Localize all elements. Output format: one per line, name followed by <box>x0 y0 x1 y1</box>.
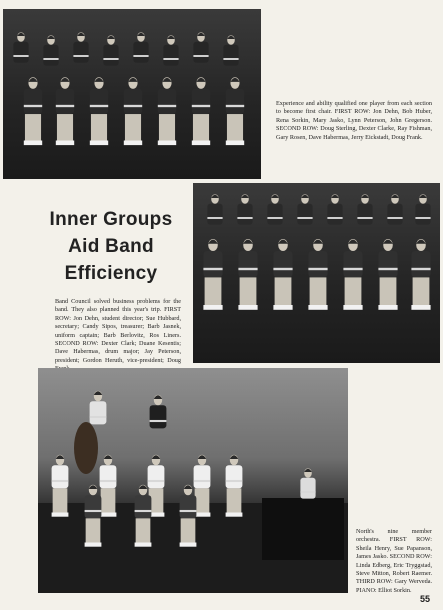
person-figure <box>52 455 69 517</box>
headline-line-2: Aid Band <box>68 236 154 257</box>
person-figure <box>411 239 430 310</box>
headline-line-1: Inner Groups <box>49 209 173 230</box>
person-figure <box>24 77 42 145</box>
person-figure <box>103 35 118 65</box>
band-council-caption: Band Council solved business problems for the band. They also planned this year's trip. FIRST ROW: Jon Dehn, student director; Sue Hubbard, secretary; Candy Sipos, treasurer; Barb Jasnek, uniform captain; Barb Berlovitz, Ros Liners. SECOND ROW: Dexter Clark; Duane Kesentis; Dave Habermas, drum major; Jay Peterson, president; Gordon Heruth, vice-president; Doug <box>55 298 181 364</box>
person-figure <box>90 77 108 145</box>
first-chair-photo <box>3 9 261 179</box>
person-figure <box>124 77 142 145</box>
person-figure <box>297 194 312 224</box>
person-figure <box>273 239 292 310</box>
person-figure <box>192 77 210 145</box>
person-figure <box>308 239 327 310</box>
person-figure <box>226 455 243 517</box>
person-figure <box>85 485 102 547</box>
first-chair-caption: Experience and ability qualified one player from each section to become first chair. FIRST ROW: Jon Dehn, Bob Huber, Rena Sorkin, Mary Jasko, Lynn Peterson, John Gregerson. SECOND ROW: Doug Sterling, Dexter Clarke, Ray Fishman, Gary Rosen, Dave Habermas, Jerry Eickstadt, Doug Frank. <box>276 100 432 141</box>
person-figure <box>193 32 208 62</box>
person-figure <box>357 194 372 224</box>
person-figure <box>100 455 117 517</box>
person-figure <box>133 32 148 62</box>
person-figure <box>180 485 197 547</box>
page-number: 55 <box>419 594 430 604</box>
person-figure <box>90 391 107 425</box>
page-headline <box>40 206 182 287</box>
person-figure <box>163 35 178 65</box>
piano-shape <box>262 498 344 560</box>
person-figure <box>56 77 74 145</box>
person-figure <box>327 194 342 224</box>
person-figure <box>267 194 282 224</box>
person-figure <box>207 194 222 224</box>
person-figure <box>73 32 88 62</box>
person-figure <box>415 194 430 224</box>
person-figure <box>387 194 402 224</box>
orchestra-caption: North's nine member orchestra. FIRST ROW: Sheila Henry, Sue Papanson, James Jasko. SECOND ROW: Linda Edberg, Eric Tryggstad, Steve Mitton, Robert Raemer. THIRD ROW: Gary Werveda. PIANO: Elliot Sorkin. <box>356 528 432 594</box>
bass-shape <box>74 422 98 474</box>
person-figure <box>300 468 315 498</box>
person-figure <box>343 239 362 310</box>
band-council-photo <box>193 183 440 363</box>
headline-line-3: Efficiency <box>64 263 158 284</box>
person-figure <box>150 395 167 429</box>
person-figure <box>238 239 257 310</box>
person-figure <box>378 239 397 310</box>
person-figure <box>158 77 176 145</box>
person-figure <box>43 35 58 65</box>
person-figure <box>223 35 238 65</box>
person-figure <box>237 194 252 224</box>
person-figure <box>13 32 28 62</box>
orchestra-photo <box>38 368 348 593</box>
person-figure <box>203 239 222 310</box>
person-figure <box>226 77 244 145</box>
